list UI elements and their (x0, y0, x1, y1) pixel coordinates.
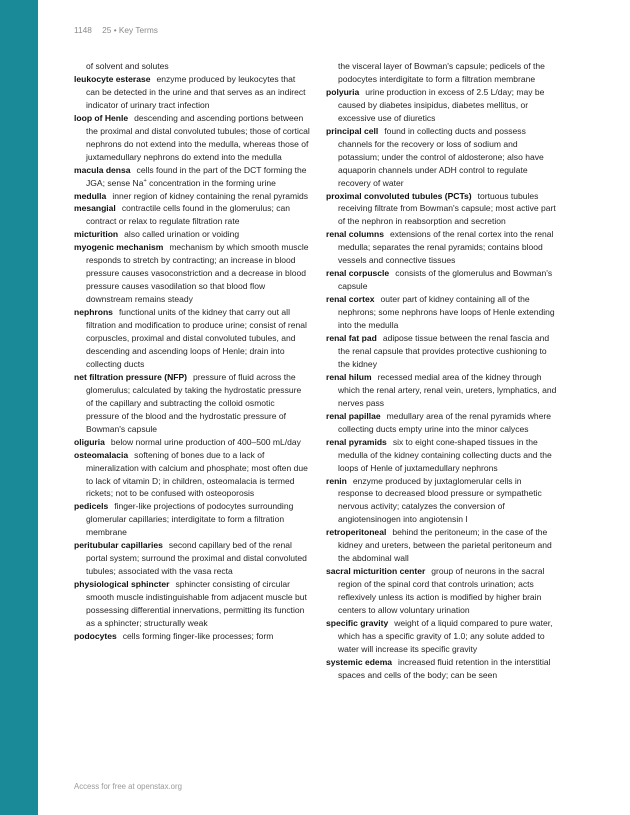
glossary-term: principal cell (326, 125, 379, 136)
glossary-entry-oliguria (74, 436, 310, 449)
glossary-definition: consists of the glomerulus and Bowman's capsule (338, 268, 553, 292)
glossary-term: renal corpuscle (326, 268, 390, 279)
glossary-entry-systemic-edema (326, 656, 559, 682)
page-number: 1148 (74, 25, 92, 35)
glossary-definition: extensions of the renal cortex into the renal medulla; separates the renal pyramids; contains blood vessels and connective tissues (338, 229, 554, 266)
glossary-term: renal pyramids (326, 436, 387, 447)
page-footer: Access for free at openstax.org (74, 782, 182, 791)
glossary-entry-osteomalacia (74, 449, 310, 501)
glossary-definition-part: cells found in the part of the DCT forming the JGA; sense Na (86, 164, 307, 188)
glossary-term: systemic edema (326, 656, 393, 667)
glossary-entry-leukocyte-esterase (74, 73, 310, 112)
glossary-definition: increased fluid retention in the interstitial spaces and cells of the body; can be seen (338, 656, 551, 680)
glossary-term: medulla (74, 190, 107, 201)
glossary-term: specific gravity (326, 617, 389, 628)
glossary-term: proximal convoluted tubules (PCTs) (326, 190, 472, 201)
glossary-definition: group of neurons in the sacral region of the spinal cord that controls urination; acts reflexively unless its action is modified by higher brain centers to allow voluntary urination (338, 566, 545, 616)
glossary-entry-mesangial (74, 202, 310, 228)
glossary-definition: urine production in excess of 2.5 L/day; may be caused by diabetes insipidus, diabetes mellitus, or excessive use of diuretics (338, 86, 545, 123)
glossary-entry-renal-corpuscle (326, 267, 559, 293)
glossary-term: polyuria (326, 86, 360, 97)
glossary-entry-macula-densa (74, 164, 310, 190)
glossary-entry-pedicels (74, 500, 310, 539)
glossary-entry-renin (326, 475, 559, 527)
glossary-definition: below normal urine production of 400–500 mL/day (110, 436, 301, 447)
glossary-definition: weight of a liquid compared to pure water, which has a specific gravity of 1.0; any solute added to water will increase its specific gravity (338, 617, 553, 654)
glossary-entry-myogenic-mechanism (74, 241, 310, 306)
glossary-term: micturition (74, 229, 119, 240)
glossary-term: renal fat pad (326, 333, 377, 344)
glossary-definition: mechanism by which smooth muscle responds to stretch by contracting; an increase in blood pressure causes vasoconstriction and a decrease in blood pressure causes vasodilation so that blood flow downstream remains steady (86, 242, 309, 305)
glossary-term: leukocyte esterase (74, 73, 151, 84)
glossary-entry-renal-hilum (326, 371, 559, 410)
glossary-entry-micturition (74, 228, 310, 241)
glossary-term: renal cortex (326, 294, 375, 305)
glossary-entry-renal-columns (326, 228, 559, 267)
glossary-definition: six to eight cone-shaped tissues in the medulla of the kidney containing collecting ducts and the loops of Henle of juxtamedullary nephrons (338, 436, 552, 473)
glossary-left-column (74, 60, 310, 643)
glossary-term: sacral micturition center (326, 566, 426, 577)
glossary-definition-part: concentration in the forming urine (146, 177, 276, 188)
glossary-entry-retroperitoneal (326, 526, 559, 565)
glossary-term: pedicels (74, 501, 109, 512)
glossary-term: renal columns (326, 229, 384, 240)
glossary-definition: medullary area of the renal pyramids where collecting ducts empty urine into the minor calyces (338, 410, 552, 434)
glossary-term: osteomalacia (74, 449, 129, 460)
glossary-definition: cells forming finger-like processes; form (122, 630, 274, 641)
glossary-entry-polyuria (326, 86, 559, 125)
glossary-definition: inner region of kidney containing the renal pyramids (112, 190, 309, 201)
glossary-entry-podocytes (74, 630, 310, 643)
glossary-definition: pressure of fluid across the glomerulus; calculated by taking the hydrostatic pressure of the capillary and subtracting the colloid osmotic pressure of the blood and the hydrostatic pressure of Bowman's capsule (86, 371, 302, 434)
glossary-term: peritubular capillaries (74, 540, 163, 551)
continuation-text: of solvent and solutes (86, 61, 169, 71)
glossary-definition: outer part of kidney containing all of the nephrons; some nephrons have loops of Henle extending into the medulla (338, 294, 555, 331)
glossary-entry-loop-of-henle (74, 112, 310, 164)
glossary-definition: second capillary bed of the renal portal system; surround the proximal and distal convoluted tubules; associated with the vasa recta (86, 540, 307, 577)
glossary-entry-net-filtration-pressure (74, 371, 310, 436)
superscript-plus: + (143, 177, 147, 184)
glossary-entry-principal-cell (326, 125, 559, 190)
glossary-definition: contractile cells found in the glomerulus; can contract or relax to regulate filtration rate (86, 203, 290, 227)
glossary-entry-nephrons (74, 306, 310, 371)
glossary-right-column (326, 60, 559, 682)
glossary-term: myogenic mechanism (74, 242, 164, 253)
glossary-entry-proximal-convoluted-tubules (326, 190, 559, 229)
glossary-definition: recessed medial area of the kidney through which the renal artery, renal vein, ureters, lymphatics, and nerves pass (338, 371, 557, 408)
glossary-entry-renal-papillae (326, 410, 559, 436)
page-header (74, 25, 158, 35)
continuation-text: the visceral layer of Bowman's capsule; pedicels of the podocytes interdigitate to form a filtration membrane (338, 61, 545, 84)
glossary-definition: found in collecting ducts and possess channels for the recovery or loss of sodium and potassium; under the control of aldosterone; also have aquaporin channels under ADH control to regulate recovery of water (338, 125, 544, 188)
glossary-term: loop of Henle (74, 112, 129, 123)
glossary-term: podocytes (74, 630, 117, 641)
glossary-term: oliguria (74, 436, 105, 447)
chapter-label: 25 • Key Terms (102, 25, 158, 35)
glossary-term: mesangial (74, 203, 116, 214)
glossary-term: macula densa (74, 164, 131, 175)
glossary-definition: sphincter consisting of circular smooth muscle indistinguishable from adjacent muscle but possessing differential innervations, permitting its function as a sphincter; structurally weak (86, 579, 307, 628)
glossary-entry-specific-gravity (326, 617, 559, 656)
glossary-definition: enzyme produced by juxtaglomerular cells in response to decreased blood pressure or sympathetic nervous activity; catalyzes the conversion of angiotensinogen into angiotensin I (338, 475, 542, 525)
glossary-definition: functional units of the kidney that carry out all filtration and modification to produce urine; consist of renal corpuscles, proximal and distal convoluted tubules, and descending and ascending loops of Henle; drain into collecting ducts (86, 307, 307, 369)
glossary-entry-renal-fat-pad (326, 332, 559, 371)
glossary-term: retroperitoneal (326, 527, 387, 538)
side-color-bar (0, 0, 38, 815)
glossary-entry-peritubular-capillaries (74, 539, 310, 578)
glossary-definition: softening of bones due to a lack of mineralization with calcium and phosphate; most often due to lack of vitamin D; in children, osteomalacia is termed rickets; not to be confused with osteoporosis (86, 449, 308, 499)
glossary-definition: descending and ascending portions between the proximal and distal convoluted tubules; those of cortical nephrons do not extend into the medulla, whereas those of juxtamedullary nephrons do extend into the medulla (86, 112, 310, 162)
glossary-definition: enzyme produced by leukocytes that can be detected in the urine and that serves as an indirect indicator of urinary tract infection (86, 73, 306, 110)
glossary-entry-renal-pyramids (326, 436, 559, 475)
glossary-term: nephrons (74, 307, 113, 318)
glossary-entry-medulla (74, 190, 310, 203)
glossary-entry-physiological-sphincter (74, 578, 310, 630)
glossary-definition: adipose tissue between the renal fascia and the renal capsule that provides protective cushioning to the kidney (338, 333, 550, 369)
glossary-term: renin (326, 475, 347, 486)
glossary-term: renal hilum (326, 371, 372, 382)
glossary-definition: behind the peritoneum; in the case of the kidney and ureters, between the parietal peritoneum and the abdominal wall (338, 527, 552, 564)
glossary-term: renal papillae (326, 410, 381, 421)
glossary-entry-sacral-micturition-center (326, 565, 559, 617)
glossary-definition: finger-like projections of podocytes surrounding glomerular capillaries; interdigitate to form a filtration membrane (86, 501, 294, 538)
glossary-definition: also called urination or voiding (124, 229, 240, 240)
glossary-term: physiological sphincter (74, 579, 170, 590)
glossary-entry-renal-cortex (326, 293, 559, 332)
glossary-definition: tortuous tubules receiving filtrate from Bowman's capsule; most active part of the nephron in reabsorption and secretion (338, 190, 556, 227)
glossary-term: net filtration pressure (NFP) (74, 371, 188, 382)
